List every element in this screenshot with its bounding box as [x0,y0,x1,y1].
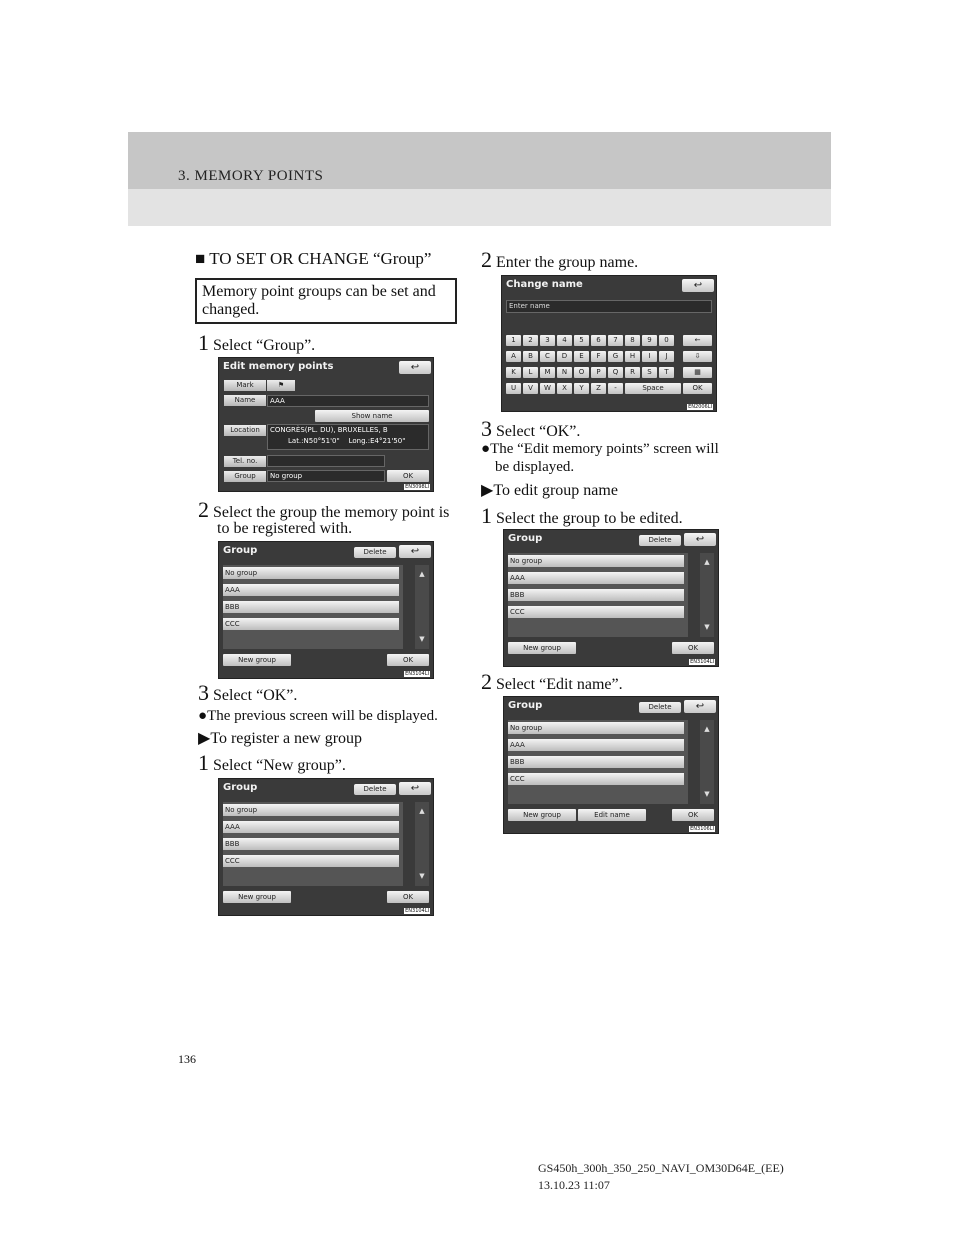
space-key[interactable]: Space [625,383,681,394]
key[interactable]: J [659,351,674,362]
header-subband [128,189,831,226]
key[interactable]: 2 [523,335,538,346]
mark-button[interactable]: Mark [224,380,266,391]
key[interactable]: 3 [540,335,555,346]
step-number: 2 [198,497,209,522]
note-text: The previous screen will be displayed. [207,708,438,724]
intro-box [195,278,457,324]
scroll-down-icon[interactable]: ▼ [704,623,710,631]
key[interactable]: I [642,351,657,362]
back-icon[interactable]: ↩ [399,782,431,795]
sub-heading-text: To edit group name [493,482,618,499]
step-text: Select “Edit name”. [496,676,623,693]
figure-code: EN3098LI [405,484,429,490]
list-item[interactable]: CCC [223,855,399,867]
key[interactable]: 0 [659,335,674,346]
list-item[interactable]: AAA [223,821,399,833]
longitude: Long.:E4°21'50" [348,437,406,445]
right-step-4 [481,669,623,694]
step-text: Select “New group”. [213,757,346,774]
ok-button[interactable]: OK [672,809,714,821]
key[interactable]: F [591,351,606,362]
key[interactable]: H [625,351,640,362]
list-item[interactable]: BBB [223,601,399,613]
group-screen-4 [503,696,719,834]
key[interactable]: Y [574,383,589,394]
new-group-button[interactable]: New group [508,642,576,654]
step-number: 1 [198,750,209,775]
key[interactable]: E [574,351,589,362]
list-item[interactable]: No group [223,567,399,579]
scroll-down-icon[interactable]: ▼ [419,635,425,643]
name-button[interactable]: Name [224,395,266,406]
step-text-cont: to be registered with. [217,520,353,537]
right-step-1 [481,247,639,272]
group-button[interactable]: Group [224,471,266,482]
ok-button[interactable]: OK [683,383,712,394]
group-value: No group [267,470,385,482]
ok-button[interactable]: OK [672,642,714,654]
symbols-icon[interactable]: ▦ [683,367,712,378]
list-item[interactable]: AAA [508,572,684,584]
backspace-icon[interactable]: ← [683,335,712,346]
shift-icon[interactable]: ⇩ [683,351,712,362]
list-item[interactable]: No group [508,722,684,734]
key[interactable]: A [506,351,521,362]
list-item[interactable]: BBB [508,756,684,768]
back-icon[interactable]: ↩ [399,361,431,374]
step-number: 3 [198,680,209,705]
list-item[interactable]: CCC [508,773,684,785]
list-item[interactable]: BBB [508,589,684,601]
key[interactable]: T [659,367,674,378]
edit-memory-points-screen [218,357,434,492]
tel-no-button[interactable]: Tel. no. [224,456,266,467]
new-group-button[interactable]: New group [223,654,291,666]
key[interactable]: O [574,367,589,378]
figure-code: EN3104LI [405,908,429,914]
key[interactable]: P [591,367,606,378]
delete-button[interactable]: Delete [639,702,681,713]
name-input[interactable]: Enter name [506,300,712,313]
delete-button[interactable]: Delete [354,784,396,795]
list-item[interactable]: CCC [508,606,684,618]
right-step-2 [481,416,581,441]
step-number: 2 [481,247,492,272]
footer-timestamp: 13.10.23 11:07 [538,1178,610,1192]
step-number: 1 [481,503,492,528]
screen-title: Edit memory points [223,361,334,372]
delete-button[interactable]: Delete [639,535,681,546]
left-step-1 [198,330,316,355]
scroll-up-icon[interactable]: ▲ [419,570,425,578]
key[interactable]: W [540,383,555,394]
note-bullet: ● [481,441,491,457]
scroll-up-icon[interactable]: ▲ [704,725,710,733]
key[interactable]: X [557,383,572,394]
key[interactable]: K [506,367,521,378]
key[interactable]: - [608,383,623,394]
location-value: CONGRÈS(PL. DU), BRUXELLES, B [270,426,388,434]
list-item[interactable]: BBB [223,838,399,850]
screen-title: Group [508,533,543,544]
heading-text: TO SET OR CHANGE “Group” [209,249,432,268]
scroll-down-icon[interactable]: ▼ [419,872,425,880]
ok-button[interactable]: OK [387,654,429,666]
intro-line-1: Memory point groups can be set and [202,283,436,300]
key[interactable]: C [540,351,555,362]
sub-heading-text: To register a new group [210,730,363,747]
key[interactable]: Z [591,383,606,394]
change-name-screen [501,275,717,412]
back-icon[interactable]: ↩ [684,700,716,713]
figure-code: EN3104LI [405,671,429,677]
name-value: AAA [267,395,429,407]
screen-title: Group [223,782,258,793]
section-title: 3. MEMORY POINTS [178,168,324,184]
key[interactable]: 9 [642,335,657,346]
screen-title: Change name [506,279,583,290]
figure-code: EN3106LI [690,826,714,832]
key[interactable]: N [557,367,572,378]
key[interactable]: M [540,367,555,378]
step-text: Enter the group name. [496,254,639,271]
latitude: Lat.:N50°51'0" [288,437,340,445]
figure-code: EN2006LI [688,404,712,410]
key[interactable]: Q [608,367,623,378]
list-item[interactable]: AAA [223,584,399,596]
left-step-3 [198,680,298,705]
ok-button[interactable]: OK [387,470,429,482]
location-field [267,424,429,450]
step-number: 2 [481,669,492,694]
left-note [198,707,438,725]
location-button[interactable]: Location [224,425,266,436]
key[interactable]: U [506,383,521,394]
key[interactable]: 1 [506,335,521,346]
step-text: Select the group the memory point is [213,504,450,521]
back-icon[interactable]: ↩ [682,279,714,292]
key[interactable]: S [642,367,657,378]
note-text: The “Edit memory points” screen will [490,441,719,457]
key[interactable]: R [625,367,640,378]
group-screen-3 [503,529,719,667]
ok-button[interactable]: OK [387,891,429,903]
new-group-button[interactable]: New group [223,891,291,903]
key[interactable]: B [523,351,538,362]
key[interactable]: 4 [557,335,572,346]
left-step-4 [198,750,346,775]
section-heading [195,250,431,268]
right-step-3 [481,503,683,528]
back-icon[interactable]: ↩ [684,533,716,546]
left-step-2 [198,497,450,522]
list-item[interactable]: AAA [508,739,684,751]
key[interactable]: D [557,351,572,362]
key[interactable]: G [608,351,623,362]
group-screen-2 [218,778,434,916]
group-screen-1 [218,541,434,679]
screen-title: Group [223,545,258,556]
arrow-icon: ▶ [198,730,211,747]
step-text: Select the group to be edited. [496,510,683,527]
list-item[interactable]: No group [223,804,399,816]
scroll-down-icon[interactable]: ▼ [704,790,710,798]
list-item[interactable]: CCC [223,618,399,630]
heading-bullet: ■ [195,249,206,268]
key[interactable]: L [523,367,538,378]
note-text-cont: be displayed. [495,459,575,475]
back-icon[interactable]: ↩ [399,545,431,558]
scroll-up-icon[interactable]: ▲ [419,807,425,815]
left-sub-heading [198,730,362,748]
show-name-button[interactable]: Show name [315,410,429,422]
intro-line-2: changed. [202,301,260,318]
new-group-button[interactable]: New group [508,809,576,821]
step-text: Select “OK”. [213,687,298,704]
key[interactable]: 5 [574,335,589,346]
list-item[interactable]: No group [508,555,684,567]
key[interactable]: V [523,383,538,394]
tel-no-value [267,455,385,467]
screen-title: Group [508,700,543,711]
page-number: 136 [178,1052,196,1066]
key[interactable]: 7 [608,335,623,346]
key[interactable]: 8 [625,335,640,346]
right-note [481,440,719,458]
right-sub-heading [481,482,618,500]
figure-code: EN3104LI [690,659,714,665]
delete-button[interactable]: Delete [354,547,396,558]
key[interactable]: 6 [591,335,606,346]
note-bullet: ● [198,708,208,724]
scroll-up-icon[interactable]: ▲ [704,558,710,566]
footer-doc-id: GS450h_300h_350_250_NAVI_OM30D64E_(EE) [538,1161,784,1175]
footer [538,1160,784,1194]
flag-icon[interactable]: ⚑ [267,380,295,391]
step-text: Select “Group”. [213,337,316,354]
arrow-icon: ▶ [481,482,494,499]
step-text: Select “OK”. [496,423,581,440]
step-number: 1 [198,330,209,355]
step-number: 3 [481,416,492,441]
edit-name-button[interactable]: Edit name [578,809,646,821]
